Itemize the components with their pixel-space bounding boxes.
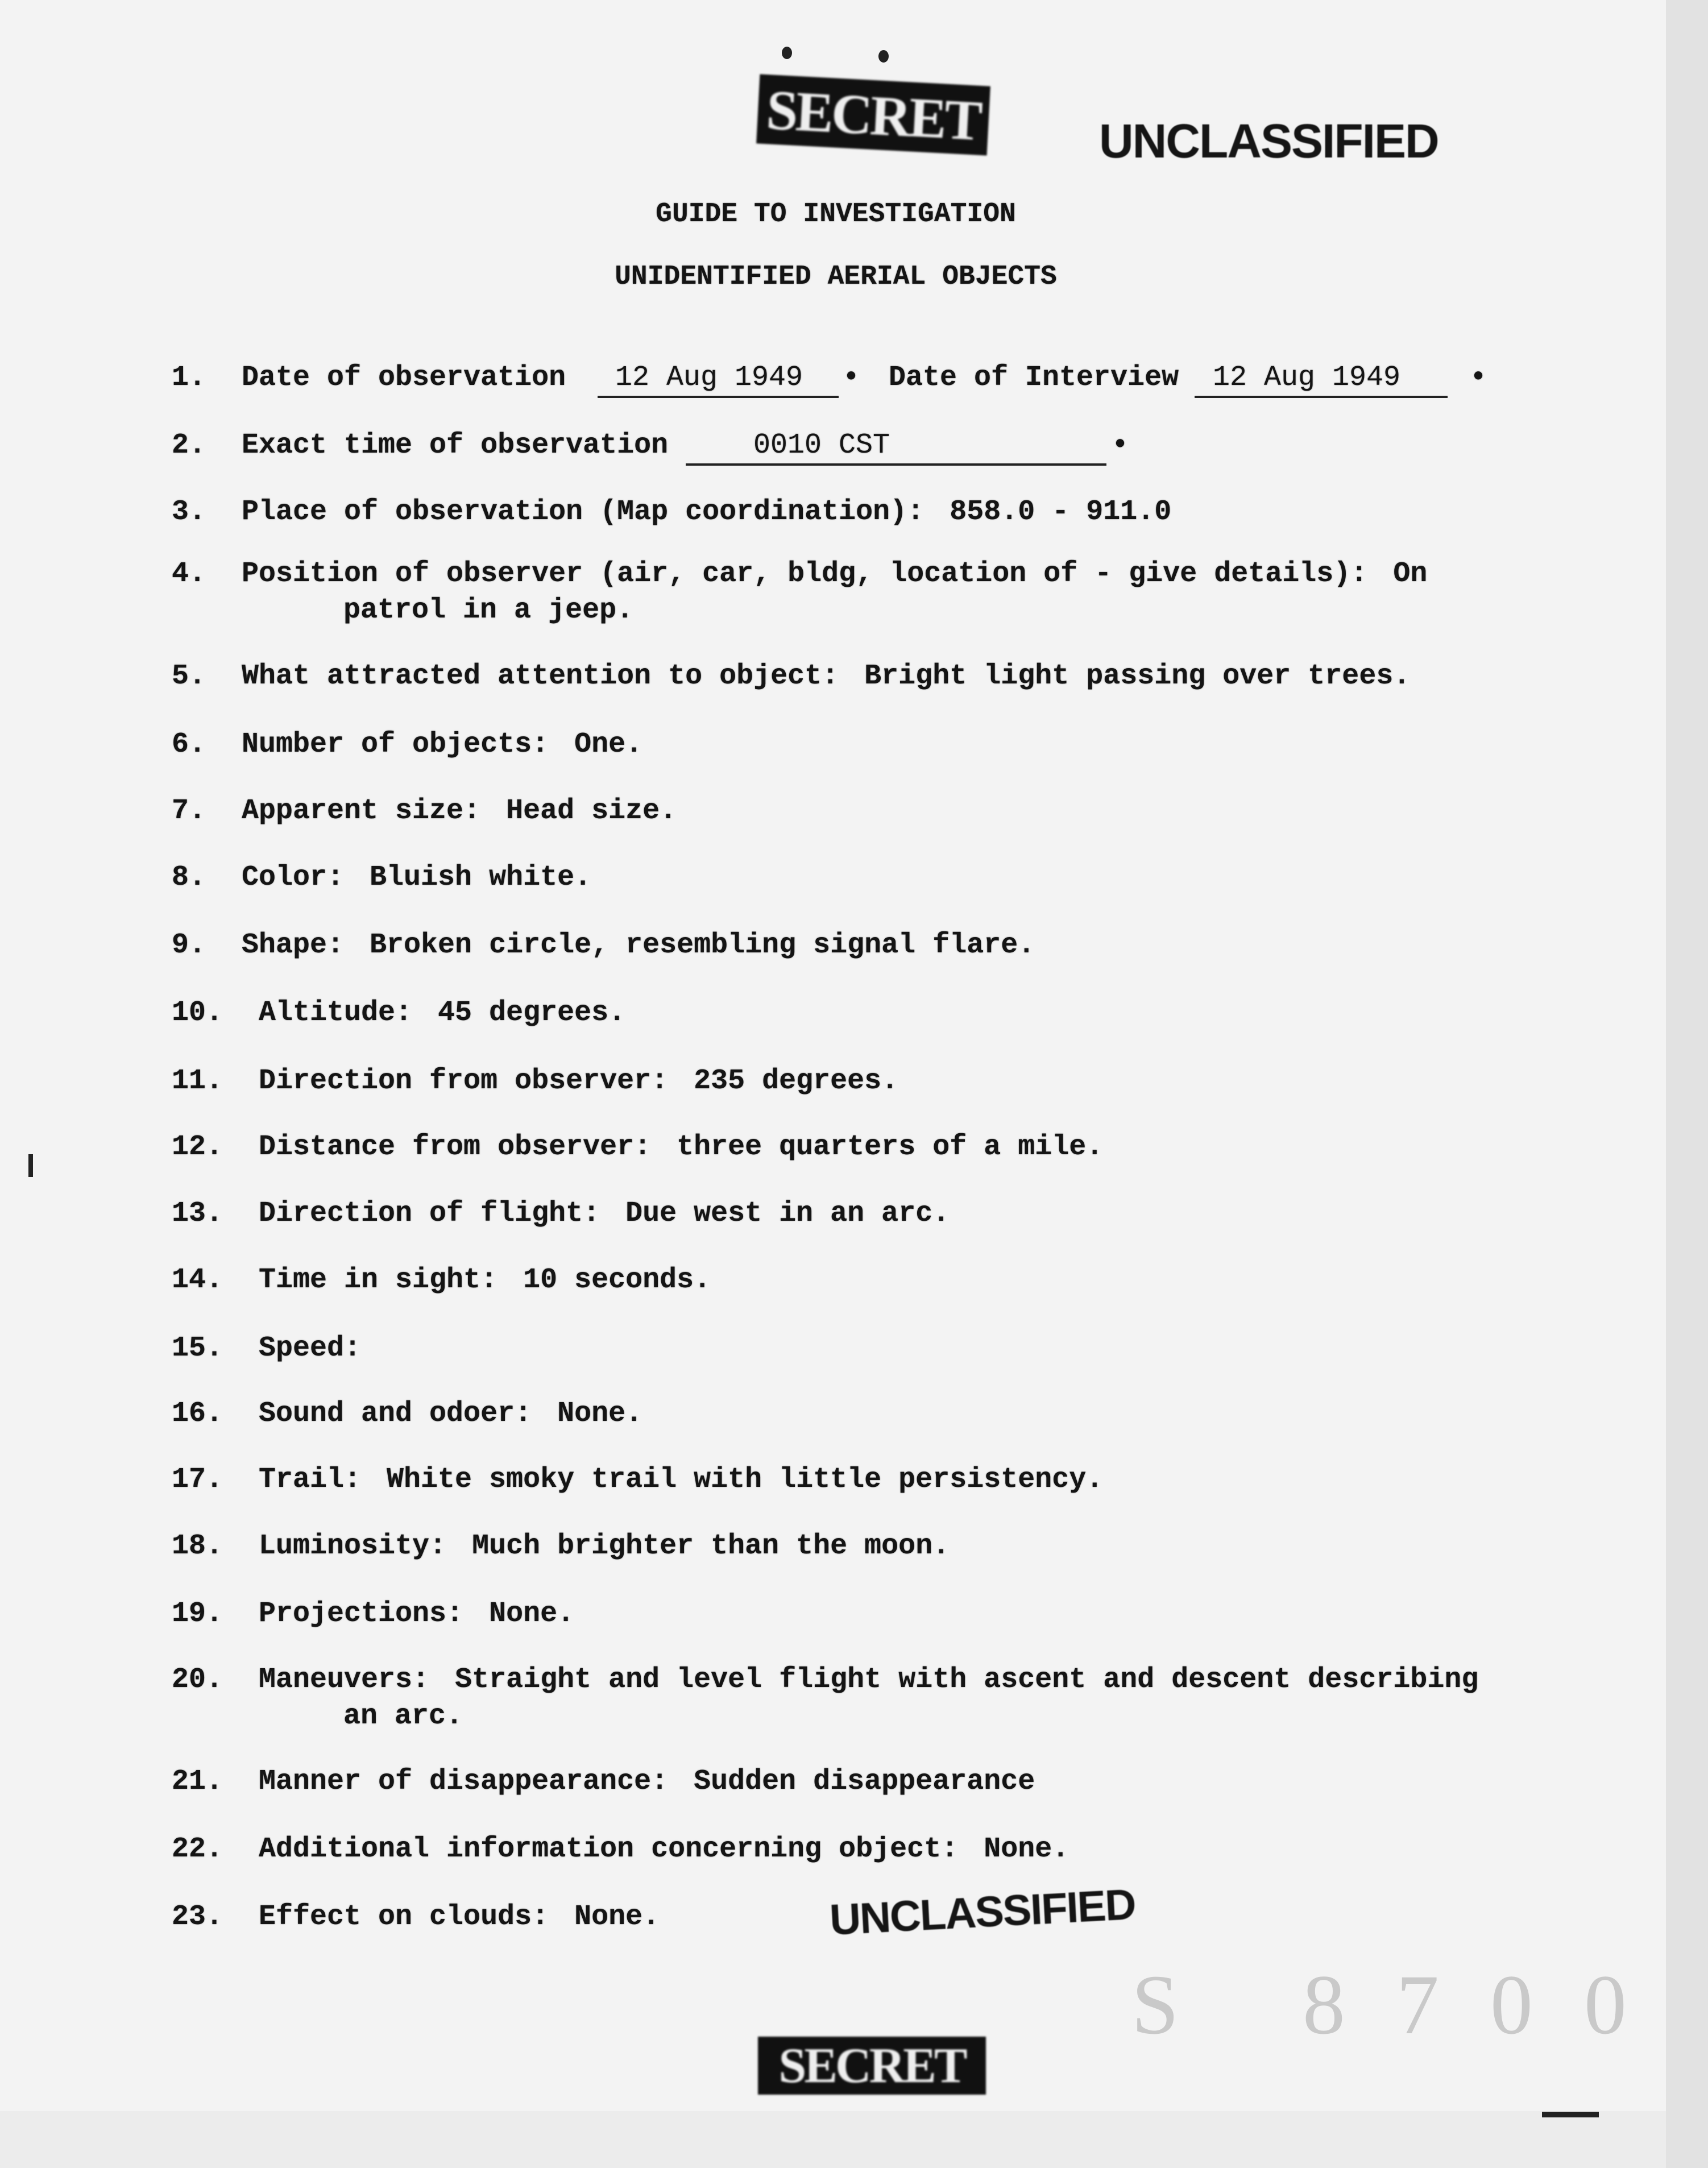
item-value: None. xyxy=(574,1901,660,1933)
secret-stamp-top: SECRET xyxy=(756,74,990,155)
item-value-continuation: an arc. xyxy=(343,1700,463,1732)
item-number: 20. xyxy=(172,1664,223,1696)
item-label: Direction from observer: xyxy=(259,1065,669,1097)
period: • xyxy=(1112,429,1129,462)
item-line xyxy=(259,1666,1478,1694)
item-line xyxy=(259,1600,574,1628)
item-label: Maneuvers: xyxy=(259,1664,430,1696)
item-line xyxy=(242,728,643,761)
item-line xyxy=(259,1067,898,1096)
item-label: Projections: xyxy=(259,1598,464,1630)
faint-file-number-stamp: S 8700 xyxy=(1131,1958,1678,2052)
item-number: 11. xyxy=(172,1065,223,1097)
item-line xyxy=(259,1835,1069,1864)
item-line xyxy=(259,1266,711,1295)
punch-mark xyxy=(782,47,792,59)
item-value: One. xyxy=(574,728,643,761)
item-line xyxy=(259,1133,1103,1162)
item-line xyxy=(259,1466,1103,1494)
item-number: 5. xyxy=(172,660,206,693)
punch-mark xyxy=(878,50,889,63)
secret-stamp-bottom: SECRET xyxy=(758,2037,986,2095)
item-number: 23. xyxy=(172,1901,223,1933)
item-label: Altitude: xyxy=(259,997,413,1029)
item-number: 18. xyxy=(172,1530,223,1562)
item-value: On xyxy=(1393,558,1428,590)
item-value: None. xyxy=(489,1598,575,1630)
item-line xyxy=(242,560,1427,588)
item-number: 1. xyxy=(172,362,206,394)
item-value: Broken circle, resembling signal flare. xyxy=(370,929,1035,961)
item-value: Bright light passing over trees. xyxy=(864,660,1411,693)
item-number: 14. xyxy=(172,1264,223,1296)
item-line xyxy=(259,1197,950,1230)
edge-mark xyxy=(28,1154,33,1177)
item-line xyxy=(242,797,677,826)
item-label: Additional information concerning object: xyxy=(259,1833,959,1866)
item-label: Number of objects: xyxy=(242,728,549,761)
item-line xyxy=(259,999,625,1027)
item-label: Date of observation xyxy=(242,362,566,394)
item-label: Trail: xyxy=(259,1464,362,1496)
item-number: 9. xyxy=(172,929,206,961)
item-line xyxy=(242,861,592,894)
item-value: Bluish white. xyxy=(370,861,592,894)
item-value: 235 degrees. xyxy=(694,1065,899,1097)
item-number: 6. xyxy=(172,728,206,761)
item-number: 10. xyxy=(172,997,223,1029)
document-subtitle: UNIDENTIFIED AERIAL OBJECTS xyxy=(615,262,1057,292)
item-label: Place of observation (Map coordination): xyxy=(242,496,925,528)
item-label-2: Date of Interview xyxy=(889,362,1179,394)
item-number: 3. xyxy=(172,496,206,528)
observation-time-value: 0010 CST xyxy=(753,429,890,462)
item-line xyxy=(242,662,1410,691)
item-line xyxy=(259,1334,387,1363)
item-value: 10 seconds. xyxy=(523,1264,711,1296)
item-line xyxy=(242,931,1035,960)
item-value: 45 degrees. xyxy=(438,997,626,1029)
item-line xyxy=(259,1765,1035,1798)
edge-mark xyxy=(1542,2112,1599,2117)
item-label: Speed: xyxy=(259,1332,362,1365)
observation-date-value: 12 Aug 1949 xyxy=(615,362,803,394)
item-value: White smoky trail with little persistency. xyxy=(387,1464,1104,1496)
period: • xyxy=(1470,362,1487,394)
interview-date-value: 12 Aug 1949 xyxy=(1213,362,1401,394)
item-line xyxy=(242,498,1171,527)
unclassified-stamp-bottom: UNCLASSIFIED xyxy=(828,1880,1137,1945)
item-label: Exact time of observation xyxy=(242,429,669,462)
page-edge xyxy=(1666,0,1708,2168)
item-value: Due west in an arc. xyxy=(625,1197,950,1230)
item-number: 12. xyxy=(172,1131,223,1163)
item-number: 7. xyxy=(172,795,206,827)
item-value: three quarters of a mile. xyxy=(677,1131,1104,1163)
item-value: Head size. xyxy=(506,795,677,827)
item-number: 19. xyxy=(172,1598,223,1630)
item-label: Apparent size: xyxy=(242,795,481,827)
item-number: 21. xyxy=(172,1765,223,1798)
item-label: Effect on clouds: xyxy=(259,1901,549,1933)
item-label: Shape: xyxy=(242,929,345,961)
item-label: Color: xyxy=(242,861,345,894)
item-number: 13. xyxy=(172,1197,223,1230)
item-label: Position of observer (air, car, bldg, location of - give details): xyxy=(242,558,1368,590)
document-title: GUIDE TO INVESTIGATION xyxy=(656,199,1016,230)
item-label: Direction of flight: xyxy=(259,1197,600,1230)
item-value-continuation: patrol in a jeep. xyxy=(343,594,634,627)
item-value: 858.0 - 911.0 xyxy=(950,496,1172,528)
item-line xyxy=(259,1400,642,1428)
item-label: Manner of disappearance: xyxy=(259,1765,669,1798)
item-number: 22. xyxy=(172,1833,223,1866)
item-label: What attracted attention to object: xyxy=(242,660,839,693)
item-number: 15. xyxy=(172,1332,223,1365)
item-number: 8. xyxy=(172,861,206,894)
item-label: Luminosity: xyxy=(259,1530,447,1562)
item-number: 17. xyxy=(172,1464,223,1496)
item-number: 16. xyxy=(172,1398,223,1430)
item-label: Time in sight: xyxy=(259,1264,498,1296)
item-number: 4. xyxy=(172,558,206,590)
item-value: None. xyxy=(557,1398,643,1430)
item-value: Much brighter than the moon. xyxy=(472,1530,950,1562)
underline xyxy=(686,429,1106,466)
item-line xyxy=(259,1903,660,1931)
item-value: Sudden disappearance xyxy=(694,1765,1035,1798)
item-label: Sound and odoer: xyxy=(259,1398,532,1430)
item-value: None. xyxy=(984,1833,1069,1866)
unclassified-stamp-top: UNCLASSIFIED xyxy=(1099,114,1438,168)
period: • xyxy=(843,362,860,394)
item-line xyxy=(259,1532,950,1561)
item-value: Straight and level flight with ascent and descent describing xyxy=(455,1664,1479,1696)
item-number: 2. xyxy=(172,429,206,462)
item-label: Distance from observer: xyxy=(259,1131,652,1163)
